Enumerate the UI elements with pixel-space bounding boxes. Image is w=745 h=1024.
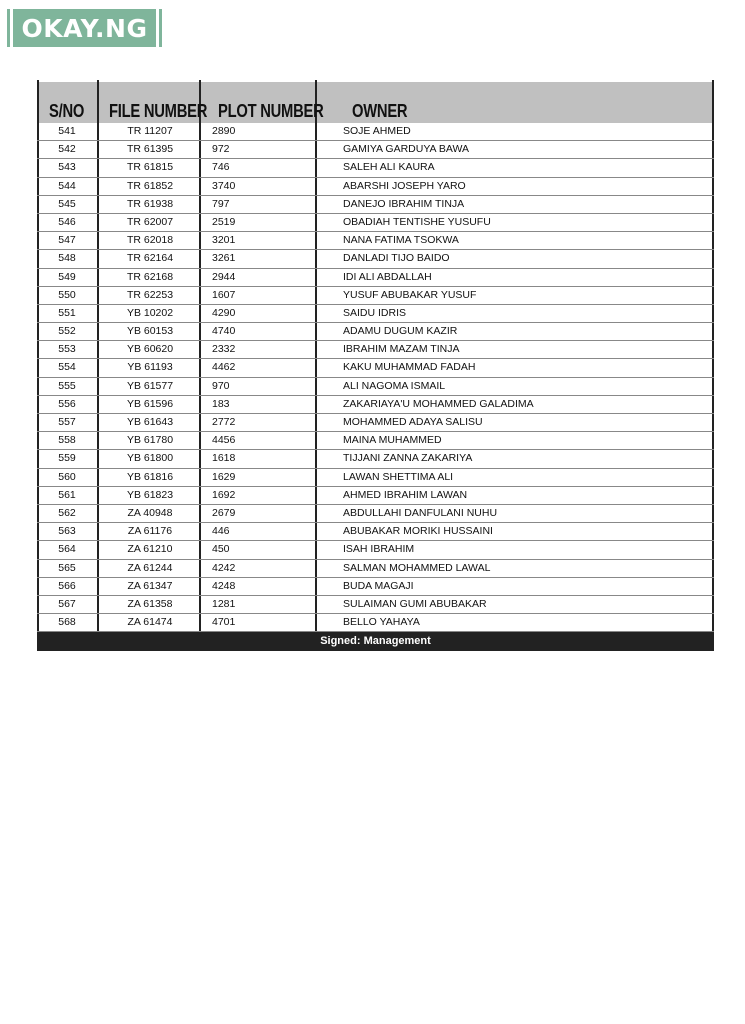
table-row xyxy=(37,505,714,523)
cell-file-number: TR 61395 xyxy=(126,143,174,156)
cell-file-number: YB 61596 xyxy=(126,397,174,410)
table-row xyxy=(37,396,714,414)
cell-file-number: YB 61816 xyxy=(126,470,174,483)
cell-file-number: YB 61193 xyxy=(127,361,173,374)
cell-sno: 547 xyxy=(58,234,76,247)
cell-sno: 552 xyxy=(58,325,76,338)
cell-plot-number: 1618 xyxy=(212,452,236,465)
cell-plot-number: 446 xyxy=(212,525,230,538)
cell-file-number: ZA 61347 xyxy=(127,579,173,592)
table-row xyxy=(37,214,714,232)
cell-owner: ABARSHI JOSEPH YARO xyxy=(343,179,466,192)
table-row xyxy=(37,614,714,632)
table-row xyxy=(37,359,714,377)
cell-file-number: ZA 61244 xyxy=(127,561,173,574)
cell-file-number: TR 62018 xyxy=(126,234,174,247)
cell-file-number: ZA 61474 xyxy=(127,616,173,629)
table-header xyxy=(37,80,714,123)
table-row xyxy=(37,123,714,141)
cell-sno: 543 xyxy=(58,161,76,174)
cell-plot-number: 183 xyxy=(212,397,230,410)
cell-sno: 558 xyxy=(58,434,76,447)
cell-owner: KAKU MUHAMMAD FADAH xyxy=(343,361,476,374)
cell-owner: MOHAMMED ADAYA SALISU xyxy=(343,416,483,428)
cell-sno: 556 xyxy=(58,397,76,410)
logo-text: OKAY.NG xyxy=(21,13,148,43)
cell-file-number: YB 61800 xyxy=(126,452,174,465)
table-row xyxy=(37,541,714,559)
column-divider xyxy=(37,80,39,123)
cell-owner: DANLADI TIJO BAIDO xyxy=(343,252,450,265)
cell-owner: GAMIYA GARDUYA BAWA xyxy=(343,143,470,156)
table-row xyxy=(37,432,714,450)
signed-footer: Signed: Management xyxy=(37,632,714,651)
cell-file-number: TR 62168 xyxy=(126,270,174,283)
cell-file-number: ZA 61176 xyxy=(127,525,173,538)
table-body xyxy=(37,123,714,632)
cell-plot-number: 2890 xyxy=(212,125,236,137)
cell-plot-number: 1692 xyxy=(212,488,236,501)
cell-plot-number: 450 xyxy=(212,543,230,556)
cell-sno: 549 xyxy=(58,270,76,283)
cell-plot-number: 4456 xyxy=(212,434,236,447)
cell-file-number: ZA 61358 xyxy=(127,597,173,610)
cell-file-number: ZA 61210 xyxy=(127,543,173,556)
cell-plot-number: 4248 xyxy=(212,579,236,592)
cell-sno: 562 xyxy=(58,506,76,519)
table-row xyxy=(37,269,714,287)
table-row xyxy=(37,523,714,541)
cell-owner: ISAH IBRAHIM xyxy=(343,543,415,556)
table-row xyxy=(37,560,714,578)
cell-sno: 551 xyxy=(58,306,76,319)
cell-owner: SOJE AHMED xyxy=(343,125,411,137)
cell-owner: ALI NAGOMA ISMAIL xyxy=(343,379,446,392)
cell-sno: 548 xyxy=(58,252,76,265)
cell-plot-number: 1629 xyxy=(212,470,236,483)
cell-owner: DANEJO IBRAHIM TINJA xyxy=(343,197,465,210)
cell-plot-number: 4701 xyxy=(212,616,236,629)
cell-sno: 565 xyxy=(58,561,76,574)
cell-plot-number: 1607 xyxy=(212,288,236,301)
table-row xyxy=(37,178,714,196)
table-row xyxy=(37,250,714,268)
table-row xyxy=(37,159,714,177)
cell-sno: 567 xyxy=(58,597,76,610)
cell-file-number: TR 62253 xyxy=(126,288,174,301)
table-row xyxy=(37,596,714,614)
column-divider xyxy=(712,80,714,123)
cell-owner: BELLO YAHAYA xyxy=(343,616,420,629)
cell-file-number: TR 62007 xyxy=(126,215,174,228)
cell-owner: NANA FATIMA TSOKWA xyxy=(343,234,459,247)
cell-sno: 555 xyxy=(58,379,76,392)
table-row xyxy=(37,232,714,250)
table-row xyxy=(37,323,714,341)
cell-plot-number: 746 xyxy=(212,161,230,174)
table-row xyxy=(37,305,714,323)
plot-allocation-table xyxy=(37,80,714,651)
cell-owner: TIJJANI ZANNA ZAKARIYA xyxy=(343,452,473,465)
table-row xyxy=(37,196,714,214)
cell-owner: SALEH ALI KAURA xyxy=(343,161,435,174)
cell-plot-number: 2679 xyxy=(212,506,236,519)
cell-plot-number: 3201 xyxy=(212,234,236,247)
cell-sno: 561 xyxy=(58,488,76,501)
header-file-number: FILE NUMBER xyxy=(109,101,208,121)
table-row xyxy=(37,578,714,596)
cell-sno: 544 xyxy=(58,179,76,192)
cell-plot-number: 970 xyxy=(212,379,230,392)
cell-owner: AHMED IBRAHIM LAWAN xyxy=(343,488,468,501)
cell-sno: 553 xyxy=(58,343,76,356)
cell-sno: 560 xyxy=(58,470,76,483)
cell-owner: ABDULLAHI DANFULANI NUHU xyxy=(343,506,498,519)
cell-sno: 564 xyxy=(58,543,76,556)
cell-file-number: TR 61852 xyxy=(126,179,174,192)
table-row xyxy=(37,378,714,396)
cell-plot-number: 3740 xyxy=(212,179,236,192)
cell-file-number: YB 61823 xyxy=(126,488,174,501)
cell-plot-number: 2519 xyxy=(212,215,236,228)
table-row xyxy=(37,469,714,487)
cell-plot-number: 1281 xyxy=(212,597,236,610)
cell-sno: 568 xyxy=(58,616,76,629)
cell-plot-number: 2332 xyxy=(212,343,236,356)
cell-file-number: YB 10202 xyxy=(126,306,174,319)
cell-file-number: YB 60620 xyxy=(126,343,174,356)
cell-plot-number: 4462 xyxy=(212,361,236,374)
cell-file-number: TR 11207 xyxy=(127,125,173,137)
cell-plot-number: 4740 xyxy=(212,325,236,338)
cell-sno: 546 xyxy=(58,215,76,228)
cell-owner: IDI ALI ABDALLAH xyxy=(343,270,432,283)
table-row xyxy=(37,287,714,305)
cell-sno: 557 xyxy=(58,416,76,428)
cell-sno: 566 xyxy=(58,579,76,592)
cell-owner: ADAMU DUGUM KAZIR xyxy=(343,325,458,338)
cell-file-number: YB 61643 xyxy=(126,416,174,428)
cell-file-number: YB 60153 xyxy=(126,325,174,338)
cell-sno: 554 xyxy=(58,361,76,374)
table-row xyxy=(37,341,714,359)
cell-owner: SALMAN MOHAMMED LAWAL xyxy=(343,561,491,574)
cell-owner: ABUBAKAR MORIKI HUSSAINI xyxy=(343,525,493,538)
header-owner: OWNER xyxy=(352,101,408,121)
table-row xyxy=(37,487,714,505)
header-sno: S/NO xyxy=(49,101,85,121)
cell-owner: SAIDU IDRIS xyxy=(343,306,407,319)
cell-file-number: YB 61780 xyxy=(126,434,174,447)
cell-plot-number: 2772 xyxy=(212,416,236,428)
cell-plot-number: 797 xyxy=(212,197,230,210)
cell-file-number: ZA 40948 xyxy=(127,506,173,519)
cell-file-number: TR 62164 xyxy=(126,252,174,265)
cell-sno: 545 xyxy=(58,197,76,210)
cell-plot-number: 3261 xyxy=(212,252,236,265)
cell-owner: IBRAHIM MAZAM TINJA xyxy=(343,343,460,356)
cell-plot-number: 972 xyxy=(212,143,230,156)
cell-owner: LAWAN SHETTIMA ALI xyxy=(343,470,454,483)
cell-file-number: YB 61577 xyxy=(126,379,174,392)
cell-file-number: TR 61938 xyxy=(126,197,174,210)
cell-owner: BUDA MAGAJI xyxy=(343,579,414,592)
table-row xyxy=(37,141,714,159)
cell-owner: MAINA MUHAMMED xyxy=(343,434,442,447)
cell-sno: 541 xyxy=(58,125,76,137)
cell-file-number: TR 61815 xyxy=(126,161,174,174)
cell-owner: SULAIMAN GUMI ABUBAKAR xyxy=(343,597,487,610)
cell-owner: OBADIAH TENTISHE YUSUFU xyxy=(343,215,491,228)
cell-plot-number: 4290 xyxy=(212,306,236,319)
cell-plot-number: 4242 xyxy=(212,561,236,574)
cell-sno: 563 xyxy=(58,525,76,538)
table-row xyxy=(37,414,714,432)
okay-ng-logo xyxy=(10,9,159,47)
cell-owner: ZAKARIAYA'U MOHAMMED GALADIMA xyxy=(343,397,534,410)
cell-owner: YUSUF ABUBAKAR YUSUF xyxy=(343,288,477,301)
cell-sno: 542 xyxy=(58,143,76,156)
cell-plot-number: 2944 xyxy=(212,270,236,283)
table-row xyxy=(37,450,714,468)
cell-sno: 550 xyxy=(58,288,76,301)
cell-sno: 559 xyxy=(58,452,76,465)
header-plot-number: PLOT NUMBER xyxy=(218,101,324,121)
column-divider xyxy=(97,80,99,123)
